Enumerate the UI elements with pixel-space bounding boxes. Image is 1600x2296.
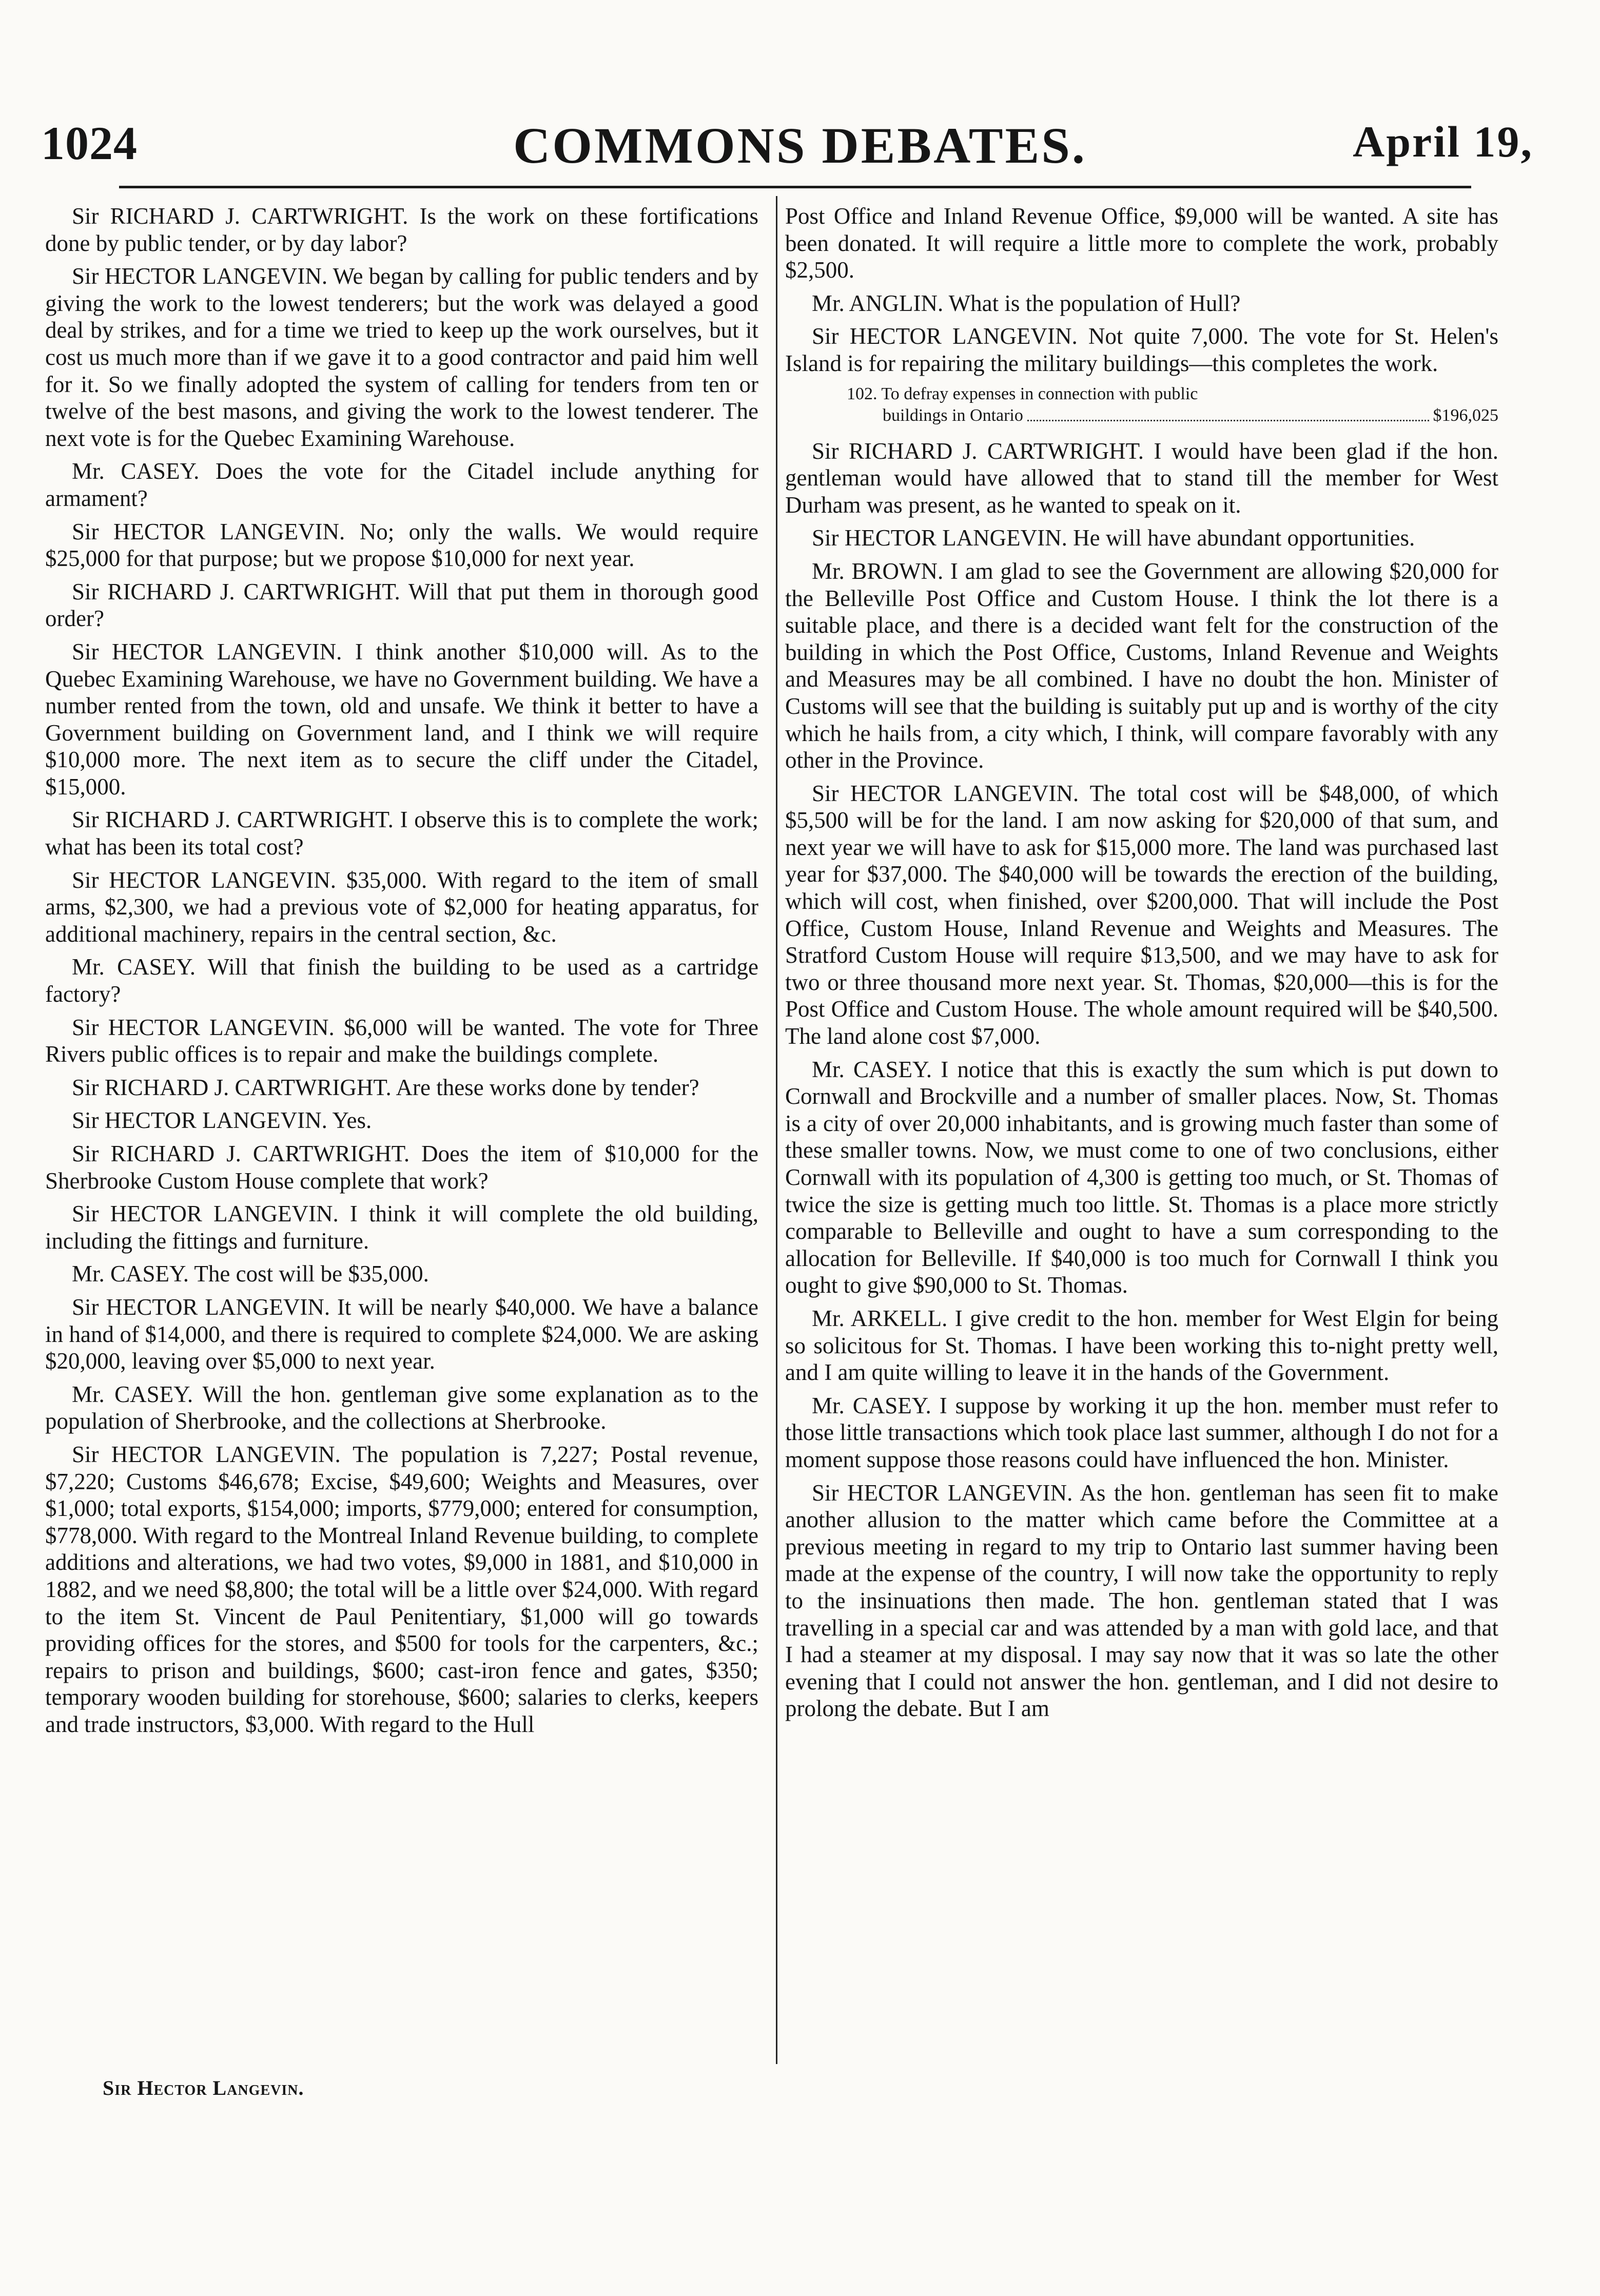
- catchword: Sir Hector Langevin.: [103, 2076, 304, 2099]
- paragraph: Sir HECTOR LANGEVIN. Yes.: [72, 1107, 372, 1134]
- vote-amount: $196,025: [1433, 405, 1498, 425]
- paragraph: Sir RICHARD J. CARTWRIGHT. Are these works done by tender?: [72, 1074, 699, 1100]
- paragraph: Sir HECTOR LANGEVIN. It will be nearly $40,000. We have a balance in hand of $14,000, and there is required to complete $24,000. We are asking $20,000, leaving over $5,000 to next year.: [45, 1294, 758, 1374]
- paragraph: Mr. CASEY. I notice that this is exactly the sum which is put down to Cornwall and Brockville and a number of smaller places. Now, St. Thomas is a city of over 20,000 inhabitants, and is growing much faster than some of these smaller towns. Now, we must come to one of two conclusions, either Cornwall with its population of 4,300 is getting too much, or St. Thomas of twice the size is getting much too little. St. Thomas is a place more strictly comparable to Belleville and ought to have a sum corresponding to the allocation for Belleville. If $40,000 is too much for Cornwall I think you ought to give $90,000 to St. Thomas.: [785, 1056, 1498, 1298]
- paragraph: Sir HECTOR LANGEVIN. As the hon. gentleman has seen fit to make another allusion to the matter which came before the Committee at a previous meeting in regard to my trip to Ontario last summer having been made at the expense of the country, I will now take the opportunity to reply to the insinuations then made. The hon. gentleman stated that I was travelling in a special car and was attended by a man with gold lace, and that I had a steamer at my disposal. I may say now that it was so late the other evening that I could not answer the hon. gentleman, and I did not desire to prolong the debate. But I am: [785, 1480, 1498, 1722]
- vote-description: To defray expenses in connection with public: [881, 384, 1198, 403]
- paragraph: Sir HECTOR LANGEVIN. No; only the walls. We would require $25,000 for that purpose; but we propose $10,000 for next year.: [45, 518, 758, 572]
- paragraph: Sir HECTOR LANGEVIN. We began by calling for public tenders and by giving the work to the lowest tenderers; but the work was delayed a good deal by strikes, and for a time we tried to keep up the work ourselves, but it cost us much more than if we gave it to a good contractor and paid him well for it. So we finally adopted the system of calling for tenders from ten or twelve of the best masons, and giving the work to the lowest tenderer. The next vote is for the Quebec Examining Warehouse.: [45, 263, 758, 451]
- paragraph: Sir RICHARD J. CARTWRIGHT. I would have been glad if the hon. gentleman would have allowed that to stand till the member for West Durham was present, as he wanted to speak on it.: [785, 438, 1498, 518]
- page-date: April 19,: [1353, 117, 1533, 166]
- vote-description-cont: buildings in Ontario: [883, 405, 1023, 425]
- paragraph: Mr. BROWN. I am glad to see the Government are allowing $20,000 for the Belleville Post Office and Custom House. I think the lot there is a suitable place, and there is a decided want felt for the construction of the building in which the Post Office, Customs, Inland Revenue and Weights and Measures may be all combined. I have no doubt the hon. Minister of Customs will see that the building is suitably put up and is worthy of the city which he hails from, a city which, I think, will compare favorably with any other in the Province.: [785, 558, 1498, 773]
- page-number: 1024: [41, 117, 138, 169]
- paragraph: Sir RICHARD J. CARTWRIGHT. Will that put them in thorough good order?: [45, 578, 758, 632]
- paragraph: Mr. ANGLIN. What is the population of Hull?: [812, 290, 1241, 316]
- paragraph: Mr. CASEY. The cost will be $35,000.: [72, 1261, 429, 1287]
- paragraph: Sir HECTOR LANGEVIN. $35,000. With regard to the item of small arms, $2,300, we had a previous vote of $2,000 for heating apparatus, for additional machinery, repairs in the central section, &c.: [45, 867, 758, 947]
- header-rule: [119, 186, 1471, 188]
- paragraph: Mr. CASEY. I suppose by working it up the hon. member must refer to those little transactions which took place last summer, although I do not for a moment suppose those reasons could have influenced the hon. Minister.: [785, 1392, 1498, 1472]
- paragraph: Mr. CASEY. Will that finish the building to be used as a cartridge factory?: [45, 954, 758, 1007]
- paragraph: Sir RICHARD J. CARTWRIGHT. Is the work on these fortifications done by public tender, or by day labor?: [45, 203, 758, 256]
- paragraph: Mr. CASEY. Will the hon. gentleman give some explanation as to the population of Sherbrooke, and the collections at Sherbrooke.: [45, 1381, 758, 1434]
- paragraph: Mr. ARKELL. I give credit to the hon. member for West Elgin for being so solicitous for St. Thomas. I have been working this to-night pretty well, and I am quite willing to leave it in the hands of the Government.: [785, 1305, 1498, 1386]
- paragraph: Sir HECTOR LANGEVIN. The population is 7,227; Postal revenue, $7,220; Customs $46,678; Excise, $49,600; Weights and Measures, over $1,000; total exports, $154,000; imports, $779,000; entered for consumption, $778,000. With regard to the Montreal Inland Revenue building, to complete additions and alterations, we had two votes, $9,000 in 1881, and $10,000 in 1882, and we need $8,800; the total will be a little over $24,000. With regard to the item St. Vincent de Paul Penitentiary, $1,000 will go towards providing offices for the stores, and $500 for tools for the carpenters, &c.; repairs to prison and buildings, $600; cast-iron fence and gates, $350; temporary wooden building for storehouse, $600; salaries to clerks, keepers and trade instructors, $3,000. With regard to the Hull: [45, 1441, 758, 1737]
- paragraph: Post Office and Inland Revenue Office, $9,000 will be wanted. A site has been donated. It will require a little more to complete the work, probably $2,500.: [785, 203, 1498, 283]
- paragraph: Sir HECTOR LANGEVIN. Not quite 7,000. The vote for St. Helen's Island is for repairing the military buildings—this completes the work.: [785, 323, 1498, 376]
- paragraph: Sir RICHARD J. CARTWRIGHT. Does the item of $10,000 for the Sherbrooke Custom House complete that work?: [45, 1141, 758, 1194]
- vote-item: [785, 383, 1498, 426]
- column-divider: [776, 196, 777, 2064]
- paragraph: Sir HECTOR LANGEVIN. $6,000 will be wanted. The vote for Three Rivers public offices is to repair and make the buildings complete.: [45, 1014, 758, 1067]
- vote-number: 102.: [847, 384, 877, 403]
- leader-dots: [1027, 405, 1429, 421]
- page-title: COMMONS DEBATES.: [513, 117, 1087, 174]
- paragraph: Mr. CASEY. Does the vote for the Citadel include anything for armament?: [45, 458, 758, 511]
- paragraph: Sir HECTOR LANGEVIN. The total cost will be $48,000, of which $5,500 will be for the land. I am now asking for $20,000 of that sum, and next year we will have to ask for $15,000 more. The land was purchased last year for $37,000. The $40,000 will be towards the erection of the building, which will cost, when finished, over $200,000. That will include the Post Office, Custom House, Inland Revenue and Weights and Measures. The Stratford Custom House will require $13,500, and we may have to ask for two or three thousand more next year. St. Thomas, $20,000—this is for the Post Office and Custom House. The whole amount required will be $40,500. The land alone cost $7,000.: [785, 780, 1498, 1049]
- paragraph: Sir HECTOR LANGEVIN. He will have abundant opportunities.: [812, 525, 1415, 551]
- paragraph: Sir RICHARD J. CARTWRIGHT. I observe this is to complete the work; what has been its total cost?: [45, 807, 758, 860]
- left-column: [45, 203, 758, 1744]
- paragraph: Sir HECTOR LANGEVIN. I think another $10,000 will. As to the Quebec Examining Warehouse, we have no Government building. We have a number rented from the town, old and unsafe. We think it better to have a Government building on Government land, and I think we will require $10,000 more. The next item as to secure the cliff under the Citadel, $15,000.: [45, 638, 758, 800]
- right-column: [785, 203, 1498, 1728]
- paragraph: Sir HECTOR LANGEVIN. I think it will complete the old building, including the fittings and furniture.: [45, 1201, 758, 1254]
